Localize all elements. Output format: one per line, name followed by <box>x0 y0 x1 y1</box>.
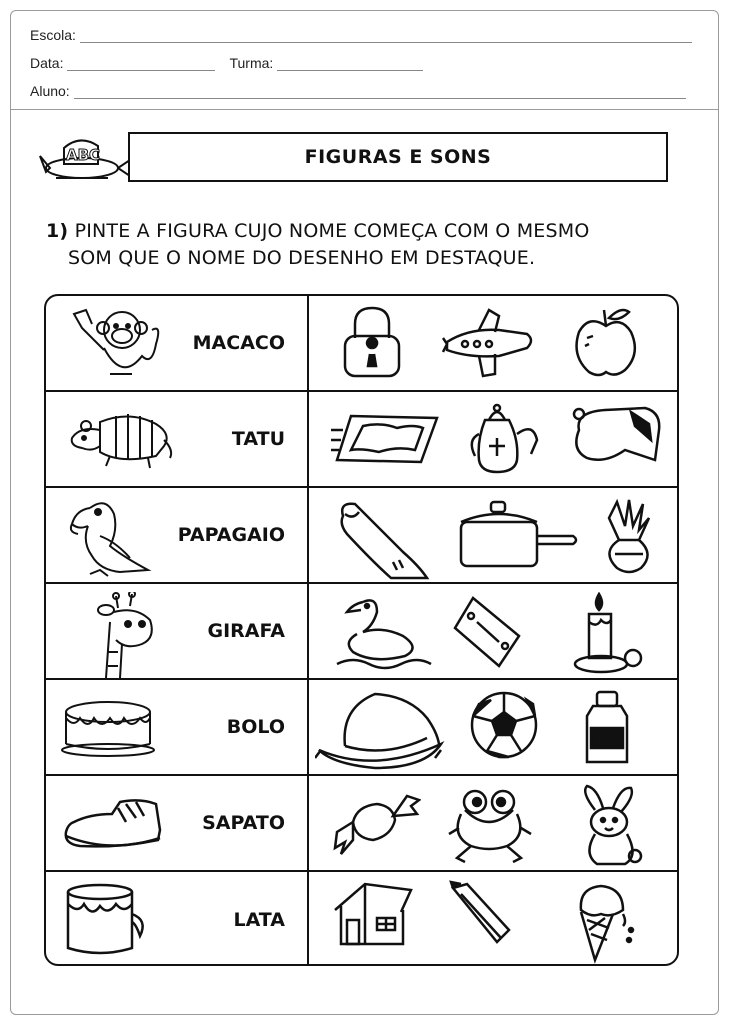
key-word: SAPATO <box>202 812 285 834</box>
table-row <box>46 680 677 776</box>
options-cell <box>309 872 677 966</box>
school-row <box>30 27 692 43</box>
options-cell <box>309 680 677 774</box>
instruction-number: 1) <box>46 220 69 242</box>
options-cell <box>309 488 677 582</box>
frog-icon[interactable] <box>445 784 537 866</box>
rug-icon[interactable] <box>331 400 441 478</box>
student-line <box>74 89 686 99</box>
date-class-row <box>30 55 423 71</box>
key-word: GIRAFA <box>207 620 285 642</box>
razor-blade-icon[interactable] <box>449 592 525 672</box>
key-word: BOLO <box>226 716 285 738</box>
student-label: Aluno: <box>30 83 70 99</box>
teapot-icon[interactable] <box>461 400 545 478</box>
date-line <box>67 61 215 71</box>
title-banner <box>36 128 676 198</box>
options-cell <box>309 584 677 678</box>
student-row <box>30 83 686 99</box>
candle-icon[interactable] <box>571 592 647 676</box>
school-label: Escola: <box>30 27 76 43</box>
table-row <box>46 488 677 584</box>
table-row <box>46 776 677 872</box>
key-cell <box>46 584 307 678</box>
duck-icon[interactable] <box>333 592 433 672</box>
options-cell <box>309 776 677 870</box>
paint-can-icon <box>60 880 150 960</box>
school-line <box>80 33 692 43</box>
exercise-table <box>44 294 679 966</box>
monkey-icon <box>60 304 170 382</box>
instruction <box>46 218 696 272</box>
key-cell <box>46 872 307 966</box>
soccer-ball-icon[interactable] <box>469 688 539 762</box>
finger-icon[interactable] <box>333 496 433 580</box>
instruction-line-1: PINTE A FIGURA CUJO NOME COMEÇA COM O MESMO <box>74 220 590 242</box>
table-row <box>46 392 677 488</box>
key-cell <box>46 488 307 582</box>
svg-text:ABC: ABC <box>66 146 101 164</box>
page-title: FIGURAS E SONS <box>304 146 492 168</box>
glue-bottle-icon[interactable] <box>579 688 635 766</box>
title-box <box>128 132 668 182</box>
options-cell <box>309 296 677 390</box>
key-word: LATA <box>233 909 285 931</box>
padlock-icon[interactable] <box>337 304 407 382</box>
header-fields <box>11 11 718 110</box>
key-cell <box>46 392 307 486</box>
key-word: PAPAGAIO <box>177 524 285 546</box>
airplane-icon[interactable] <box>439 304 539 382</box>
whistle-icon[interactable] <box>565 400 665 478</box>
ice-cream-icon[interactable] <box>571 880 641 964</box>
table-row <box>46 296 677 392</box>
candy-icon[interactable] <box>331 784 421 864</box>
pineapple-icon[interactable] <box>597 496 661 580</box>
cake-icon <box>60 688 160 766</box>
pencil-icon[interactable] <box>449 880 513 950</box>
key-cell <box>46 296 307 390</box>
key-word: TATU <box>231 428 285 450</box>
apple-icon[interactable] <box>571 304 641 382</box>
house-icon[interactable] <box>331 880 415 950</box>
rabbit-icon[interactable] <box>573 784 647 870</box>
shoe-icon <box>60 784 164 862</box>
abc-airplane-icon <box>36 128 136 190</box>
class-line <box>277 61 423 71</box>
instruction-line-2: SOM QUE O NOME DO DESENHO EM DESTAQUE. <box>68 247 536 269</box>
key-word: MACACO <box>192 332 285 354</box>
table-row <box>46 872 677 966</box>
key-cell <box>46 776 307 870</box>
giraffe-icon <box>60 592 160 678</box>
parrot-icon <box>60 496 160 582</box>
key-cell <box>46 680 307 774</box>
table-row <box>46 584 677 680</box>
date-label: Data: <box>30 55 64 71</box>
saucepan-icon[interactable] <box>455 496 581 576</box>
options-cell <box>309 392 677 486</box>
class-label: Turma: <box>229 55 274 71</box>
armadillo-icon <box>60 400 176 478</box>
hat-icon[interactable] <box>315 688 445 774</box>
